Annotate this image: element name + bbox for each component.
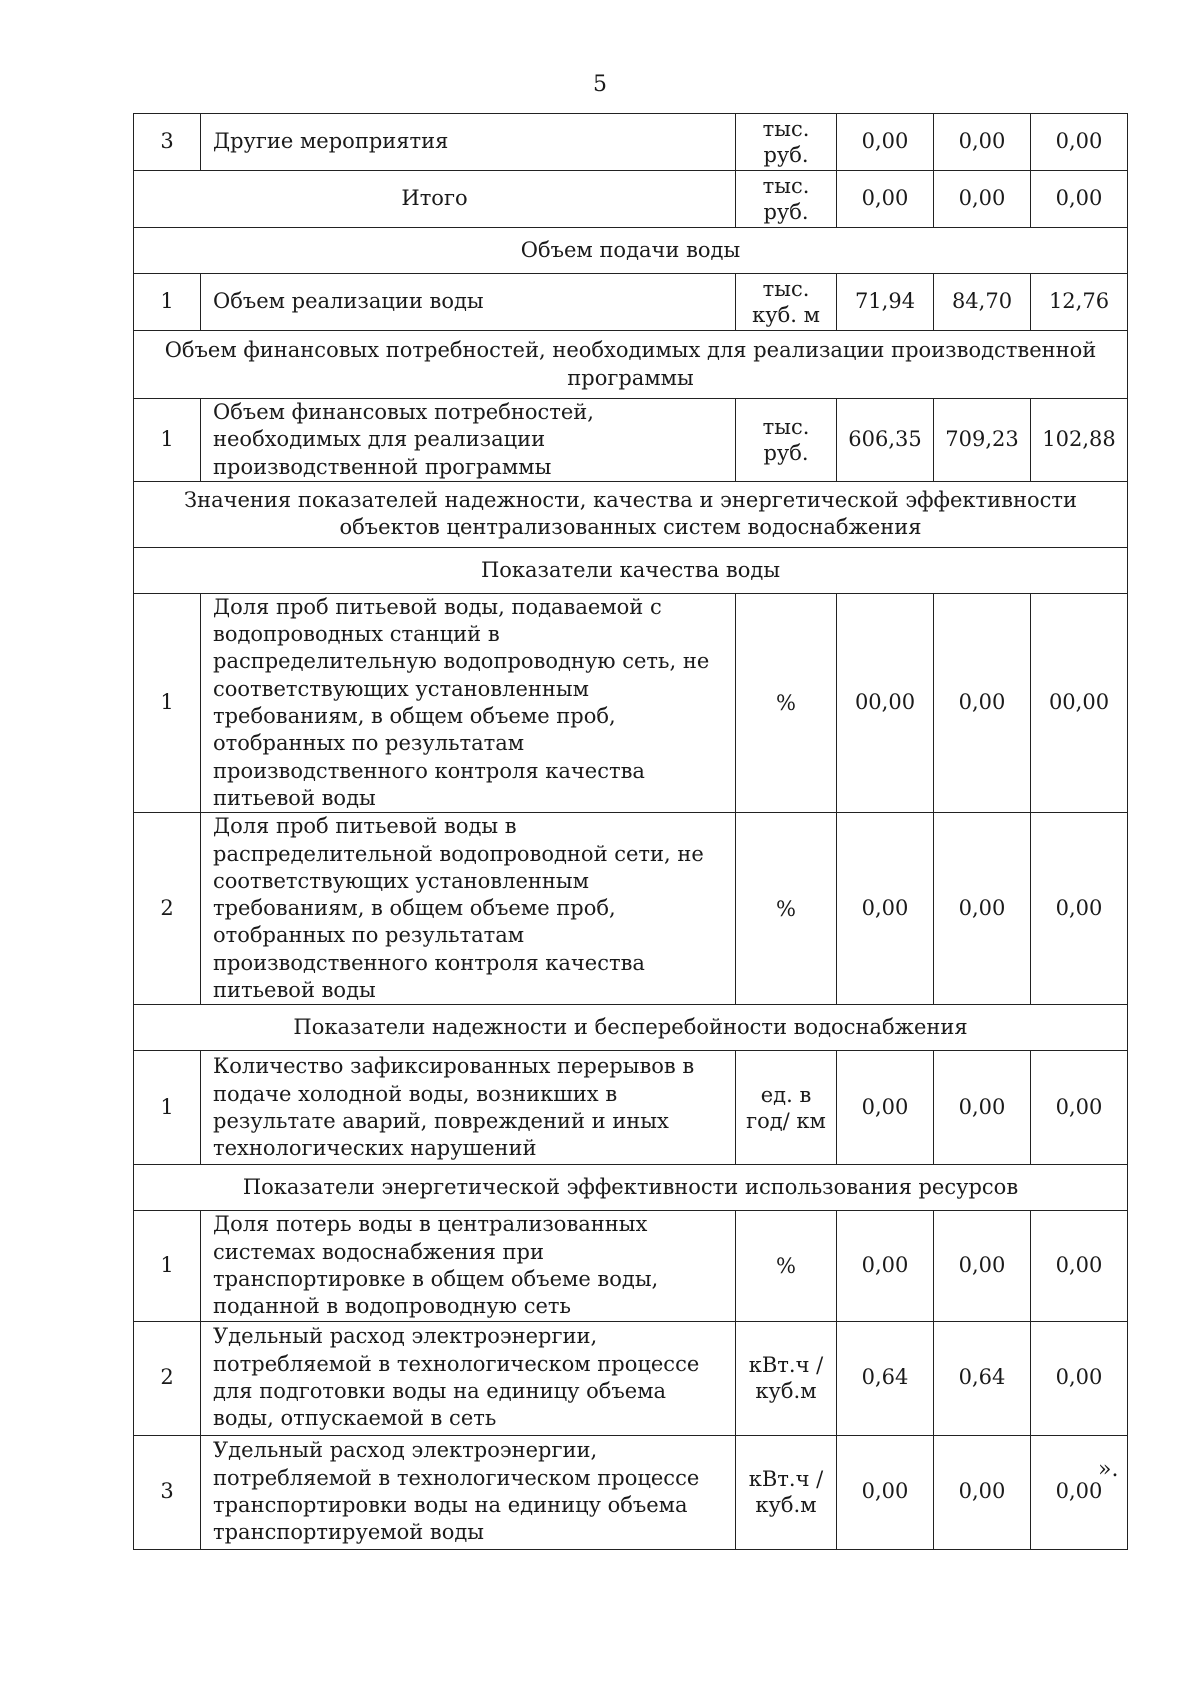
- row-unit: кВт.ч / куб.м: [736, 1435, 837, 1549]
- row-name: Удельный расход электроэнергии, потребляемой в технологическом процессе транспортировки воды на единицу объема транспортируемой воды: [201, 1435, 736, 1549]
- table-row: [134, 399, 1128, 482]
- row-number: 1: [134, 274, 201, 331]
- value-cell: 0,00: [934, 1211, 1031, 1321]
- row-name: Удельный расход электроэнергии, потребляемой в технологическом процессе для подготовки воды на единицу объема воды, отпускаемой в сеть: [201, 1321, 736, 1435]
- value-cell: 0,00: [934, 1435, 1031, 1549]
- value-cell: 0,00: [1031, 1435, 1128, 1549]
- row-number: 2: [134, 1321, 201, 1435]
- value-cell: 0,00: [1031, 114, 1128, 171]
- row-name: Объем реализации воды: [201, 274, 736, 331]
- value-cell: 0,64: [837, 1321, 934, 1435]
- value-cell: 0,00: [934, 1051, 1031, 1165]
- closing-quote-mark: ».: [1098, 1457, 1119, 1482]
- row-name: Другие мероприятия: [201, 114, 736, 171]
- row-name: Объем финансовых потребностей, необходимых для реализации производственной программы: [201, 399, 736, 482]
- value-cell: 0,00: [837, 171, 934, 228]
- value-cell: 0,00: [1031, 1321, 1128, 1435]
- row-number: 1: [134, 593, 201, 812]
- row-unit: %: [736, 593, 837, 812]
- section-title: Объем подачи воды: [134, 228, 1128, 274]
- table-row: [134, 813, 1128, 1005]
- value-cell: 0,00: [837, 1051, 934, 1165]
- total-row: [134, 171, 1128, 228]
- section-title: Значения показателей надежности, качества и энергетической эффективности объектов централизованных систем водоснабжения: [134, 481, 1128, 547]
- section-row: [134, 547, 1128, 593]
- row-name: Доля проб питьевой воды, подаваемой с водопроводных станций в распределительную водопроводную сеть, не соответствующих установленным требованиям, в общем объеме проб, отобранных по результатам производственного контроля качества питьевой воды: [201, 593, 736, 812]
- value-cell: 84,70: [934, 274, 1031, 331]
- value-cell: 71,94: [837, 274, 934, 331]
- row-name: Доля потерь воды в централизованных системах водоснабжения при транспортировке в общем объеме воды, поданной в водопроводную сеть: [201, 1211, 736, 1321]
- value-cell: 0,00: [934, 114, 1031, 171]
- row-number: 3: [134, 114, 201, 171]
- section-row: [134, 1005, 1128, 1051]
- row-name: Количество зафиксированных перерывов в подаче холодной воды, возникших в результате аварий, повреждений и иных технологических нарушений: [201, 1051, 736, 1165]
- value-cell: 709,23: [934, 399, 1031, 482]
- value-cell: 0,00: [1031, 813, 1128, 1005]
- section-title: Показатели надежности и бесперебойности водоснабжения: [134, 1005, 1128, 1051]
- value-cell: 0,64: [934, 1321, 1031, 1435]
- value-cell: 102,88: [1031, 399, 1128, 482]
- row-unit: тыс. куб. м: [736, 274, 837, 331]
- value-cell: 0,00: [934, 171, 1031, 228]
- table-row: [134, 593, 1128, 812]
- table-row: [134, 274, 1128, 331]
- value-cell: 0,00: [1031, 1211, 1128, 1321]
- value-cell: 606,35: [837, 399, 934, 482]
- row-unit: %: [736, 1211, 837, 1321]
- value-cell: 0,00: [934, 813, 1031, 1005]
- row-number: 3: [134, 1435, 201, 1549]
- table-row: [134, 1435, 1128, 1549]
- row-number: 1: [134, 1211, 201, 1321]
- table-row: [134, 1051, 1128, 1165]
- row-unit: кВт.ч / куб.м: [736, 1321, 837, 1435]
- value-cell: 0,00: [837, 1435, 934, 1549]
- row-unit: тыс. руб.: [736, 171, 837, 228]
- value-cell: 0,00: [837, 813, 934, 1005]
- value-cell: 00,00: [837, 593, 934, 812]
- section-title: Объем финансовых потребностей, необходимых для реализации производственной программы: [134, 331, 1128, 399]
- page-number: 5: [593, 72, 607, 97]
- value-cell: 0,00: [837, 114, 934, 171]
- total-label: Итого: [134, 171, 736, 228]
- section-row: [134, 1165, 1128, 1211]
- row-unit: тыс. руб.: [736, 399, 837, 482]
- row-name: Доля проб питьевой воды в распределительной водопроводной сети, не соответствующих установленным требованиям, в общем объеме проб, отобранных по результатам производственного контроля качества питьевой воды: [201, 813, 736, 1005]
- value-cell: 0,00: [934, 593, 1031, 812]
- table-row: [134, 1211, 1128, 1321]
- table-row: [134, 1321, 1128, 1435]
- section-row: [134, 331, 1128, 399]
- value-cell: 0,00: [1031, 171, 1128, 228]
- row-unit: тыс. руб.: [736, 114, 837, 171]
- table-row: [134, 114, 1128, 171]
- section-title: Показатели энергетической эффективности использования ресурсов: [134, 1165, 1128, 1211]
- value-cell: 0,00: [1031, 1051, 1128, 1165]
- row-unit: ед. в год/ км: [736, 1051, 837, 1165]
- production-program-table: [133, 113, 1128, 1550]
- row-number: 1: [134, 1051, 201, 1165]
- row-number: 1: [134, 399, 201, 482]
- section-row: [134, 481, 1128, 547]
- value-cell: 0,00: [837, 1211, 934, 1321]
- section-row: [134, 228, 1128, 274]
- row-unit: %: [736, 813, 837, 1005]
- row-number: 2: [134, 813, 201, 1005]
- value-cell: 12,76: [1031, 274, 1128, 331]
- section-title: Показатели качества воды: [134, 547, 1128, 593]
- value-cell: 00,00: [1031, 593, 1128, 812]
